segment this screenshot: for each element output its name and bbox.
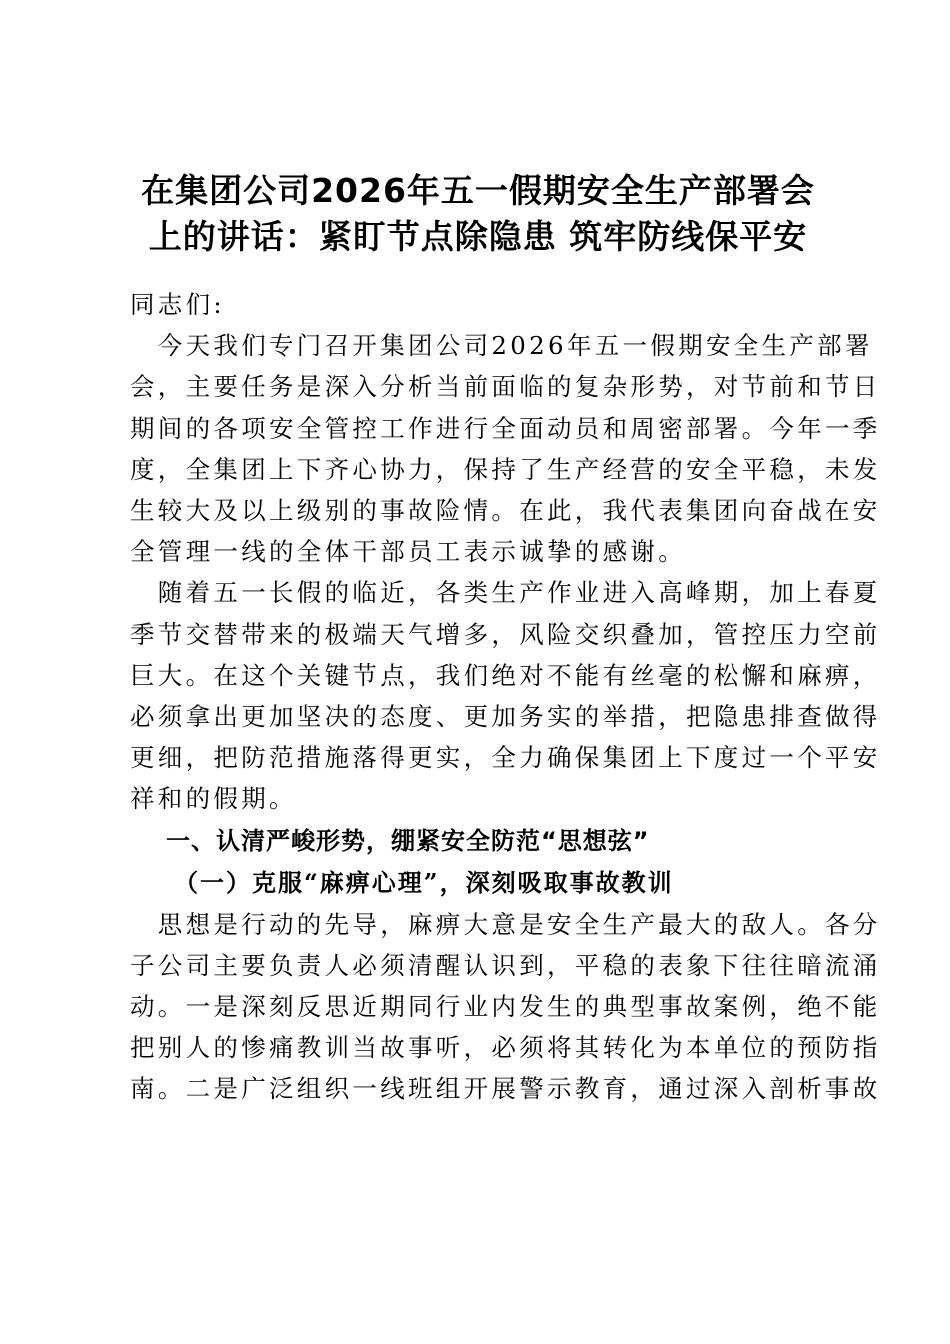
paragraph-context: [130, 572, 881, 819]
salutation-text: 同志们:: [130, 290, 225, 319]
text-line: 南。二是广泛组织一线班组开展警示教育，通过深入剖析事故: [130, 1074, 881, 1104]
section-heading: 一、认清严峻形势，绷紧安全防范“思想弦”: [166, 826, 650, 855]
text-line: 思想是行动的先导，麻痹大意是安全生产最大的敌人。各分: [130, 909, 881, 939]
text-line: 祥和的假期。: [130, 784, 297, 814]
title-line-2: 上的讲话：紧盯节点除隐患 筑牢防线保平安: [148, 217, 808, 256]
text-line: 更细，把防范措施落得更实，全力确保集团上下度过一个平安: [130, 743, 881, 773]
salutation: [130, 284, 830, 325]
text-line: 今天我们专门召开集团公司2026年五一假期安全生产部署: [130, 331, 873, 361]
text-line: 子公司主要负责人必须清醒认识到，平稳的表象下往往暗流涌: [130, 950, 881, 980]
text-line: 动。一是深刻反思近期同行业内发生的典型事故案例，绝不能: [130, 992, 881, 1022]
document-body: [130, 284, 881, 1110]
text-line: 生较大及以上级别的事故险情。在此，我代表集团向奋战在安: [130, 496, 881, 526]
text-line: 必须拿出更加坚决的态度、更加务实的举措，把隐患排查做得: [130, 702, 881, 732]
subsection-heading: （一）克服“麻痹心理”，深刻吸取事故教训: [174, 867, 674, 897]
text-line: 期间的各项安全管控工作进行全面动员和周密部署。今年一季: [130, 413, 881, 443]
text-line: 全管理一线的全体干部员工表示诚挚的感谢。: [130, 537, 686, 567]
document-title: [128, 168, 828, 260]
paragraph-section-1: [130, 904, 881, 1110]
text-line: 季节交替带来的极端天气增多，风险交织叠加，管控压力空前: [130, 619, 881, 649]
text-line: 会，主要任务是深入分析当前面临的复杂形势，对节前和节日: [130, 372, 881, 402]
paragraph-opening: [130, 325, 881, 572]
text-line: 度，全集团上下齐心协力，保持了生产经营的安全平稳，未发: [130, 454, 881, 484]
text-line: 把别人的惨痛教训当故事听，必须将其转化为本单位的预防指: [130, 1033, 881, 1063]
text-line: 随着五一长假的临近，各类生产作业进入高峰期，加上春夏: [130, 578, 881, 608]
title-line-1: 在集团公司2026年五一假期安全生产部署会: [141, 171, 815, 210]
text-line: 巨大。在这个关键节点，我们绝对不能有丝毫的松懈和麻痹，: [130, 660, 881, 690]
